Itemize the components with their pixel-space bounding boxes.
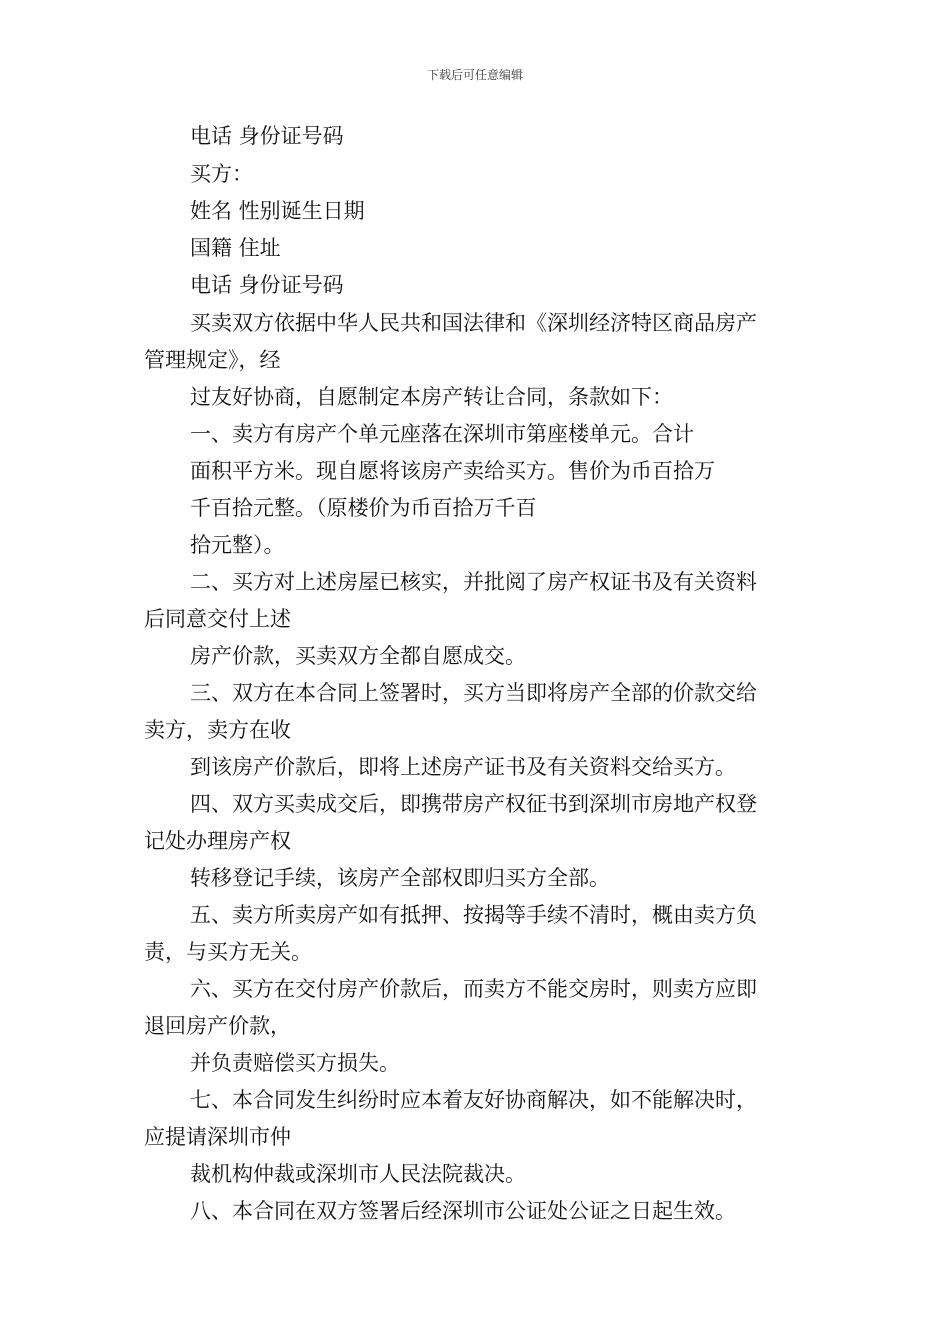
clause-4-line: 四、双方买卖成交后，即携带房产权征书到深圳市房地产权登 [190,792,757,816]
clause-5-line: 五、卖方所卖房产如有抵押、按揭等手续不清时，概由卖方负 [190,903,757,927]
page-header: 下载后可任意编辑 [426,68,523,82]
clause-6-line: 退回房产价款， [144,1014,291,1038]
clause-7-line: 应提请深圳市仲 [144,1125,291,1149]
clause-6-line: 六、买方在交付房产价款后，而卖方不能交房时，则卖方应即 [190,977,757,1001]
clause-6-line: 并负责赔偿买方损失。 [190,1051,400,1075]
clause-7-line: 七、本合同发生纠纷时应本着友好协商解决，如不能解决时， [190,1088,757,1112]
clause-7-line: 裁机构仲裁或深圳市人民法院裁决。 [190,1162,526,1186]
clause-8-line: 八、本合同在双方签署后经深圳市公证处公证之日起生效。 [190,1199,736,1223]
clause-4-line: 记处办理房产权 [144,829,291,853]
clause-3-line: 到该房产价款后，即将上述房产证书及有关资料交给买方。 [190,755,736,779]
clause-1-line: 面积平方米。现自愿将该房产卖给买方。售价为币百拾万 [190,459,715,483]
buyer-nationality-line: 国籍 住址 [190,236,281,260]
preamble-line: 买卖双方依据中华人民共和国法律和《深圳经济特区商品房产 [190,311,757,335]
clause-2-line: 房产价款，买卖双方全都自愿成交。 [190,644,526,668]
clause-1-line: 一、卖方有房产个单元座落在深圳市第座楼单元。合计 [190,422,694,446]
clause-1-line: 拾元整）。 [190,533,285,557]
preamble-line: 过友好协商，自愿制定本房产转让合同，条款如下： [190,385,673,409]
buyer-phone-id-line: 电话 身份证号码 [190,273,344,297]
clause-4-line: 转移登记手续，该房产全部权即归买方全部。 [190,866,610,890]
clause-3-line: 三、双方在本合同上签署时，买方当即将房产全部的价款交给 [190,681,757,705]
buyer-label: 买方： [190,162,253,186]
seller-phone-id-line: 电话 身份证号码 [190,124,344,148]
clause-5-line: 责，与买方无关。 [144,940,312,964]
buyer-name-line: 姓名 性别诞生日期 [190,199,365,223]
clause-2-line: 后同意交付上述 [144,607,291,631]
preamble-line: 管理规定》，经 [144,348,281,372]
clause-2-line: 二、买方对上述房屋已核实，并批阅了房产权证书及有关资料 [190,570,757,594]
clause-3-line: 卖方，卖方在收 [144,718,291,742]
clause-1-line: 千百拾元整。（原楼价为币百拾万千百 [190,496,537,520]
